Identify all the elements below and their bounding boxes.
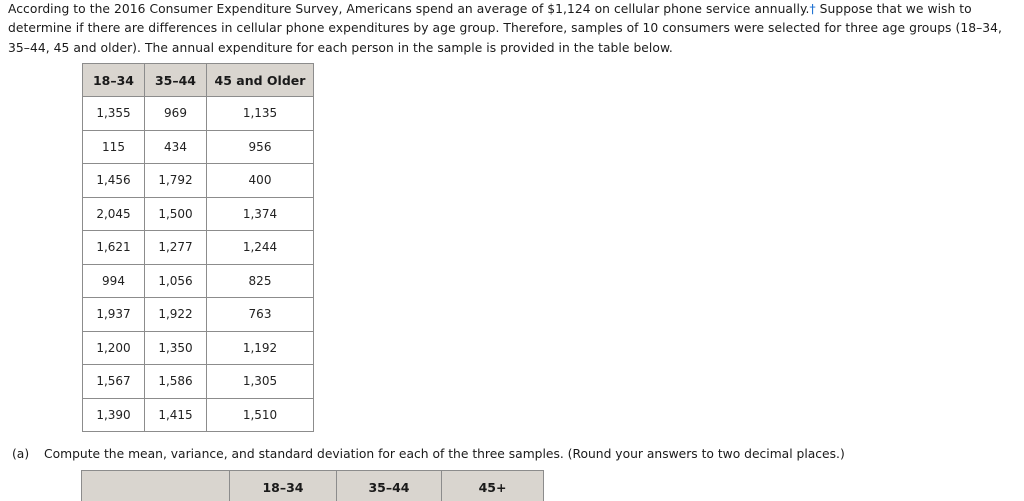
table-row — [83, 97, 314, 131]
question-a-text: Compute the mean, variance, and standard deviation for each of the three samples. (Round your answers to two decimal places.) — [44, 447, 845, 461]
table-cell: 1,305 — [207, 365, 314, 399]
table-cell: 969 — [145, 97, 207, 131]
column-header-45-and-older: 45 and Older — [207, 64, 314, 97]
table-cell: 1,500 — [145, 197, 207, 231]
table-cell: 1,621 — [83, 231, 145, 265]
answer-header-blank — [82, 471, 230, 501]
table-cell: 1,350 — [145, 331, 207, 365]
table-cell: 1,374 — [207, 197, 314, 231]
table-cell: 1,567 — [83, 365, 145, 399]
table-cell: 1,922 — [145, 298, 207, 332]
answer-header-35-44: 35–44 — [337, 471, 442, 501]
table-cell: 1,277 — [145, 231, 207, 265]
table-cell: 1,192 — [207, 331, 314, 365]
table-row — [83, 130, 314, 164]
problem-intro — [8, 0, 1020, 58]
table-cell: 956 — [207, 130, 314, 164]
column-header-35-44: 35–44 — [145, 64, 207, 97]
table-row — [83, 298, 314, 332]
table-cell: 1,056 — [145, 264, 207, 298]
table-row — [83, 398, 314, 432]
table-row — [83, 365, 314, 399]
question-a — [12, 445, 845, 463]
table-cell: 1,415 — [145, 398, 207, 432]
table-cell: 994 — [83, 264, 145, 298]
table-header-row — [83, 64, 314, 97]
table-cell: 1,390 — [83, 398, 145, 432]
table-cell: 1,586 — [145, 365, 207, 399]
question-a-letter: (a) — [12, 447, 30, 461]
answer-header-45-plus: 45+ — [442, 471, 544, 501]
table-row — [83, 164, 314, 198]
intro-text-continued: Suppose that we wish to determine if there are differences in cellular phone expenditures by age group. Therefore, samples of 10 consumers were selected for three age groups (18–34, 35–44, 45 and older). The annual expenditure for each person in the sample is provided in the table below. — [8, 2, 1002, 55]
table-cell: 1,792 — [145, 164, 207, 198]
intro-text: According to the 2016 Consumer Expenditure Survey, Americans spend an average of $1,124 on cellular phone service annually. — [8, 2, 810, 16]
table-cell: 825 — [207, 264, 314, 298]
expenditure-data-table — [82, 63, 314, 432]
table-cell: 1,244 — [207, 231, 314, 265]
table-row — [83, 197, 314, 231]
table-cell: 1,937 — [83, 298, 145, 332]
table-cell: 763 — [207, 298, 314, 332]
table-cell: 2,045 — [83, 197, 145, 231]
answer-header-row — [82, 471, 544, 501]
table-cell: 1,355 — [83, 97, 145, 131]
table-row — [83, 231, 314, 265]
table-row — [83, 264, 314, 298]
answer-header-18-34: 18–34 — [230, 471, 337, 501]
column-header-18-34: 18–34 — [83, 64, 145, 97]
table-cell: 400 — [207, 164, 314, 198]
answer-table — [81, 470, 544, 501]
table-cell: 434 — [145, 130, 207, 164]
table-cell: 1,510 — [207, 398, 314, 432]
table-cell: 115 — [83, 130, 145, 164]
table-row — [83, 331, 314, 365]
table-cell: 1,200 — [83, 331, 145, 365]
table-cell: 1,456 — [83, 164, 145, 198]
footnote-dagger-link[interactable]: † — [809, 2, 816, 16]
table-cell: 1,135 — [207, 97, 314, 131]
